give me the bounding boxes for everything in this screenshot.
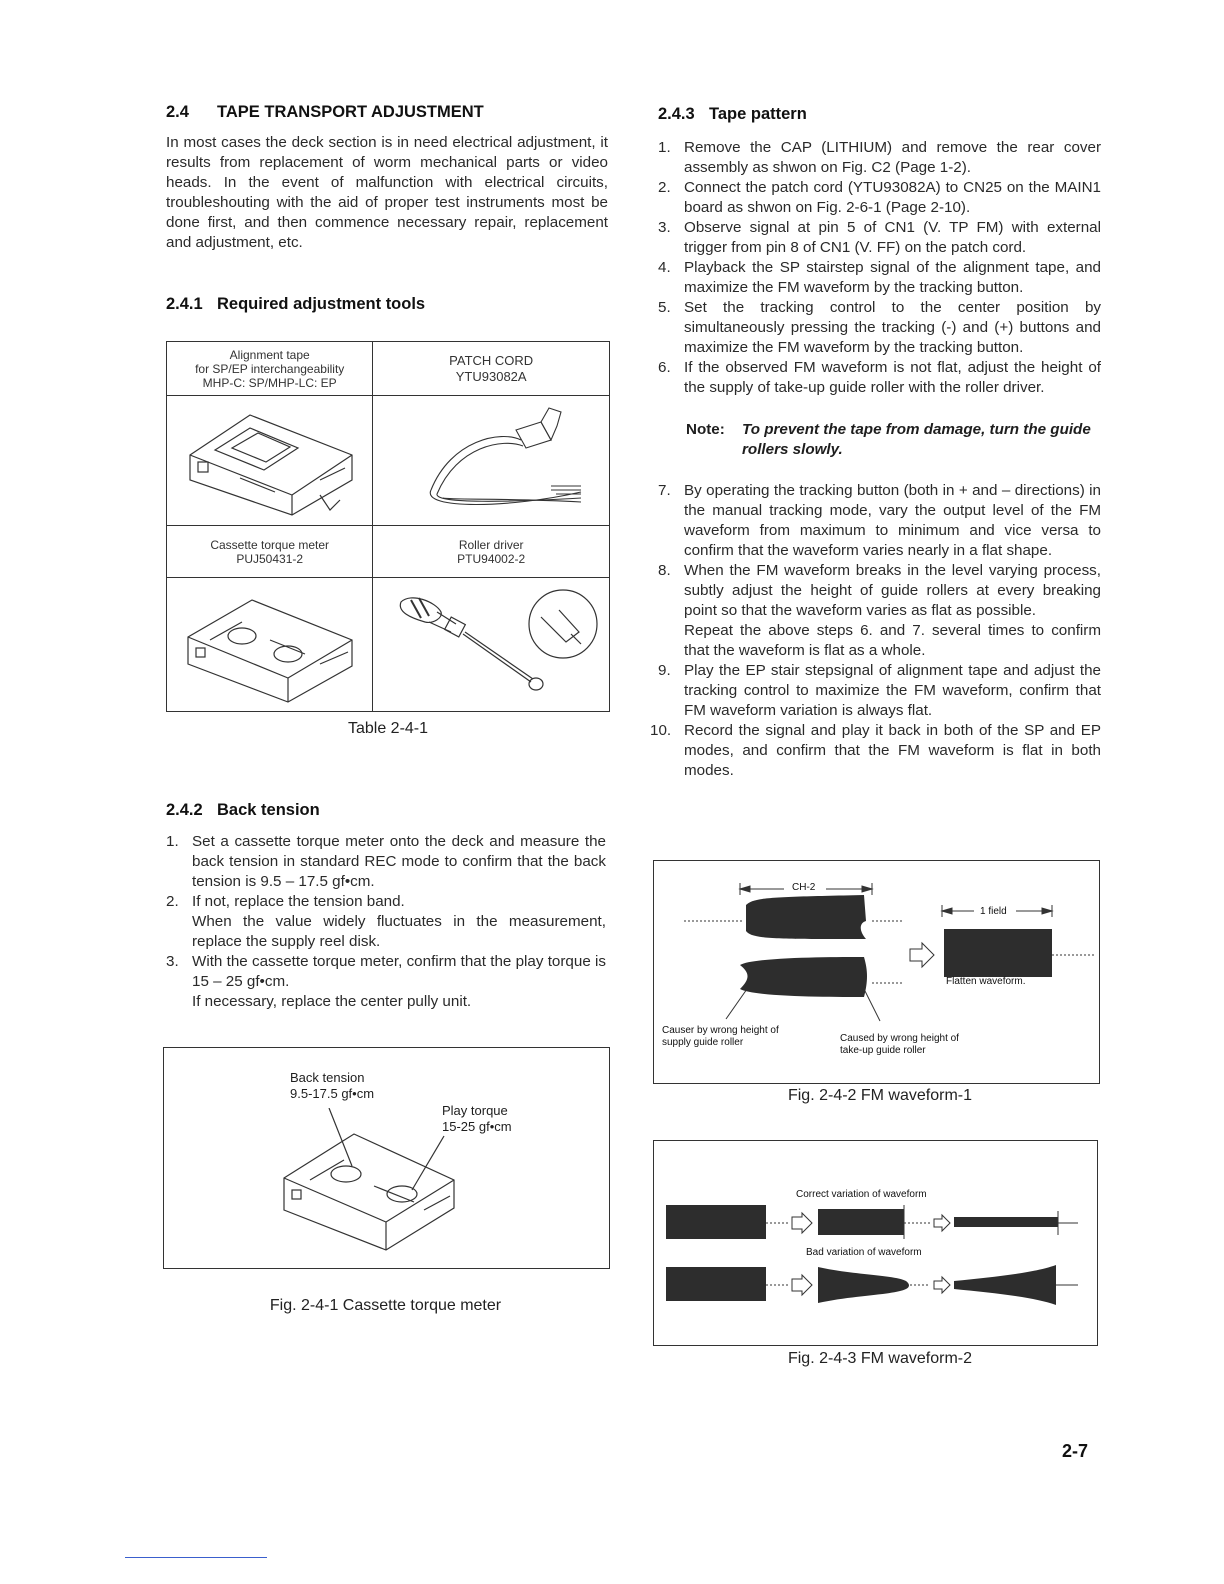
torque-meter-image [167, 578, 373, 712]
list-item: 5. Set the tracking control to the center position by simultaneously pressing the tracking (-) and (+) buttons and maximize the FM waveform by the tracking button. [658, 299, 1101, 356]
tools-table [166, 341, 610, 712]
list-item: 7. By operating the tracking button (both in + and – directions) in the manual tracking mode, vary the output level of the FM waveform from maximum to minimum and vice versa to confirm that the waveform varies nearly in a flat shape. [658, 482, 1101, 559]
list-item: 2. If not, replace the tension band. When the value widely fluctuates in the measurement, replace the supply reel disk. [166, 893, 606, 950]
fig-2-4-3-caption: Fig. 2-4-3 FM waveform-2 [787, 1350, 973, 1367]
torque-meter-icon [180, 582, 360, 704]
list-item: 1. Set a cassette torque meter onto the deck and measure the back tension in standard REC mode to confirm that the back tension is 9.5 – 17.5 gf•cm. [166, 833, 606, 890]
tool-cell-roller-driver: Roller driver PTU94002-2 [373, 526, 610, 578]
tape-pattern-steps-2 [650, 481, 1101, 781]
list-item: 2. Connect the patch cord (YTU93082A) to CN25 on the MAIN1 board as shwon on Fig. 2-6-1 (Page 2-10). [658, 179, 1101, 216]
torque-meter-figure [163, 1047, 610, 1269]
roller-driver-icon [381, 582, 601, 704]
intro-paragraph: In most cases the deck section is in need electrical adjustment, it results from replacement of worm mechanical parts or video heads. In the event of malfunction with electrical circuits, troubleshouting with the aid of proper test instruments most be done first, and then commence necessary repair, replacement and adjustment, etc. [166, 134, 608, 251]
tape-pattern-steps [658, 138, 1101, 398]
tape-pattern-heading: 2.4.3 Tape pattern [658, 105, 807, 123]
note-text: To prevent the tape from damage, turn the guide rollers slowly. [742, 421, 1091, 458]
roller-driver-image [373, 578, 610, 712]
fig-2-4-1-caption: Fig. 2-4-1 Cassette torque meter [269, 1297, 502, 1314]
tool-cell-alignment-tape: Alignment tape for SP/EP interchangeability MHP-C: SP/MHP-LC: EP [167, 342, 373, 396]
tools-heading: 2.4.1 Required adjustment tools [166, 295, 426, 313]
patch-cord-image [373, 396, 610, 526]
torque-meter-drawing [274, 1108, 474, 1258]
fm-waveform-1-figure [653, 860, 1100, 1084]
list-item: 1. Remove the CAP (LITHIUM) and remove the rear cover assembly as shwon on Fig. C2 (Page 1-2). [658, 139, 1101, 176]
list-item: 6. If the observed FM waveform is not flat, adjust the height of the supply of take-up guide roller with the roller driver. [658, 359, 1101, 396]
bad-variation-label: Bad variation of waveform [806, 1247, 922, 1258]
fm-waveform-2-figure [653, 1140, 1098, 1346]
fig-2-4-2-caption: Fig. 2-4-2 FM waveform-1 [787, 1087, 973, 1104]
list-item: 8. When the FM waveform breaks in the level varying process, subtly adjust the height of guide rollers at every breaking point so that the waveform varies as flat as possible. Repeat the above steps 6. and 7. several times to confirm that the waveform is flat as a whole. [658, 562, 1101, 659]
section-heading: 2.4 TAPE TRANSPORT ADJUSTMENT [166, 103, 484, 121]
list-item: 4. Playback the SP stairstep signal of the alignment tape, and maximize the FM waveform by the tracking button. [658, 259, 1101, 296]
correct-variation-label: Correct variation of waveform [796, 1189, 927, 1200]
table-caption: Table 2-4-1 [347, 720, 429, 737]
alignment-tape-icon [180, 400, 360, 518]
play-torque-label: Play torque 15-25 gf•cm [442, 1103, 512, 1134]
ch2-label: CH-2 [792, 882, 816, 893]
back-tension-steps [166, 832, 606, 1012]
cause-supply-label: Causer by wrong height of supply guide roller [662, 1025, 779, 1048]
list-item: 10. Record the signal and play it back in both of the SP and EP modes, and confirm that the FM waveform is flat in both modes. [650, 722, 1101, 779]
list-item: 3. With the cassette torque meter, confirm that the play torque is 15 – 25 gf•cm. If necessary, replace the center pully unit. [166, 953, 606, 1010]
alignment-tape-image [167, 396, 373, 526]
patch-cord-icon [391, 400, 591, 518]
note-label: Note: [686, 421, 725, 438]
tool-cell-torque-meter: Cassette torque meter PUJ50431-2 [167, 526, 373, 578]
note [686, 420, 1106, 458]
flatten-label: Flatten waveform. [946, 976, 1026, 987]
fm-waveform-2-drawing [654, 1141, 1097, 1345]
page-number: 2-7 [1062, 1441, 1089, 1461]
list-item: 3. Observe signal at pin 5 of CN1 (V. TP FM) with external trigger from pin 8 of CN1 (V. FF) on the patch cord. [658, 219, 1101, 256]
list-item: 9. Play the EP stair stepsignal of alignment tape and adjust the tracking control to maximize the FM waveform, confirm that FM waveform variation is always flat. [658, 662, 1101, 719]
field-label: 1 field [980, 906, 1007, 917]
back-tension-heading: 2.4.2 Back tension [166, 801, 320, 819]
footer-rule [125, 1557, 267, 1558]
back-tension-label: Back tension 9.5-17.5 gf•cm [290, 1070, 375, 1101]
tool-cell-patch-cord: PATCH CORD YTU93082A [373, 342, 610, 396]
cause-takeup-label: Caused by wrong height of take-up guide roller [840, 1033, 959, 1056]
